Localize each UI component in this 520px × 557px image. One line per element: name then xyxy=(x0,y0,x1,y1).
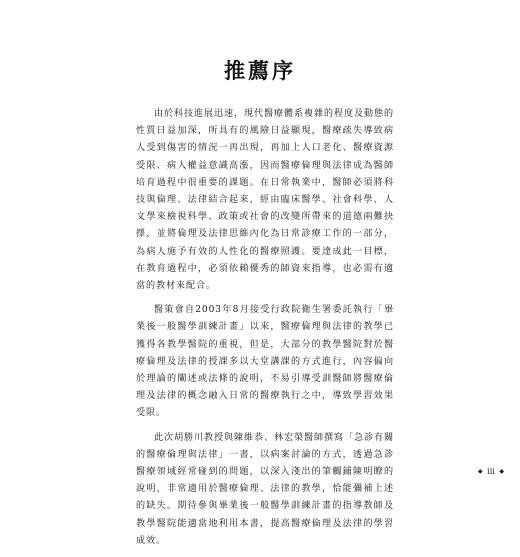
paragraph-2: 醫策會自2003年8月接受行政院衛生署委託執行「畢業後一般醫學訓練計畫」以來，醫療倫理與法律的教學已獲得各教學醫院的重視，但是，大部分的教學醫院對於醫療倫理及法律的授課多以大堂講課的方式進行，內容偏向於理論的闡述或法條的說明，不易引導受訓醫師將醫療倫理及法律的概念融入日常的醫療執行之中，導致學習效果受限。 xyxy=(136,305,394,419)
diamond-ornament-icon: ◆ xyxy=(478,468,483,475)
page-title: 推薦序 xyxy=(224,58,296,83)
paragraph-1: 由於科技進展迅速，現代醫療體系複雜的程度及動態的性質日益加深，所具有的風險日益顯現，醫療疏失導致病人受到傷害的情況一再出現，再加上人口老化、醫療資源受限、病人權益意識高漲，因而醫療倫理與法律成為醫師培育過程中很重要的課題。在日常執業中，醫師必須將科技與倫理、法律結合起來，經由臨床醫學、社會科學、人文學來檢視科學、政策或社會的改變所帶來的道德兩難抉擇，並將倫理及法律思維內化為日常診療工作的一部分，為病人施予有效的人性化的醫療照護。要達成此一目標，在教育過程中，必須依賴優秀的師資來指導，也必需有適當的教材來配合。 xyxy=(136,109,394,292)
page-number: iii xyxy=(487,467,495,476)
preface-body xyxy=(136,106,394,557)
page-footer xyxy=(478,467,504,476)
diamond-ornament-icon: ◆ xyxy=(499,468,505,475)
paragraph-3: 此次胡勝川教授與陳維恭、林宏榮醫師撰寫「急診有關的醫療倫理與法律」一書，以病案討論的方式，透過急診醫療領域經常碰到的問題，以深入淺出的筆觸鋪陳明瞭的說明，非常適用於醫療倫理、法律的教學，恰能彌補上述的缺失。期待參與畢業後一般醫學訓練計畫的指導教師及教學醫院能適當地利用本書，提高醫療倫理及法律的學習成效。 xyxy=(136,432,394,546)
